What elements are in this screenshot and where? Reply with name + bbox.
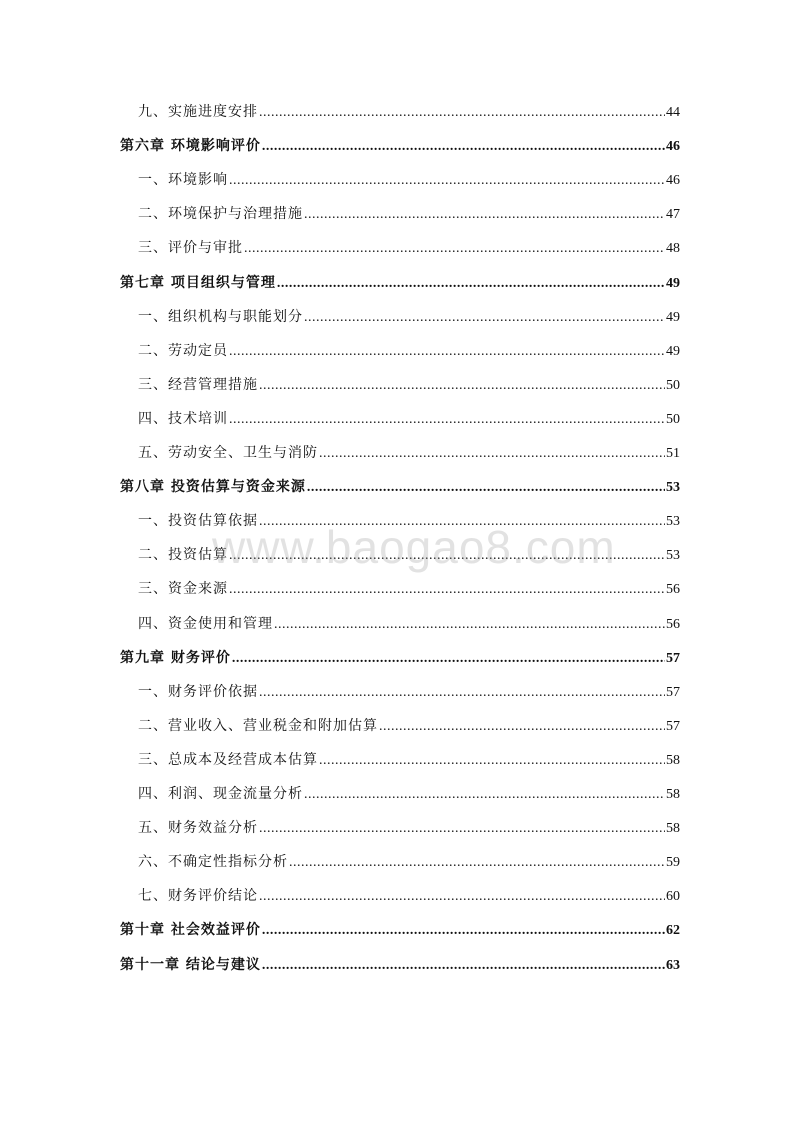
toc-dot-leader [232,648,665,670]
toc-entry-title: 第六章 环境影响评价 [120,138,261,155]
toc-entry-title: 三、资金来源 [138,581,228,598]
toc-page-number: 47 [666,207,680,223]
toc-entry-title: 三、总成本及经营成本估算 [138,751,318,768]
toc-entry-title: 二、投资估算 [138,547,228,564]
toc-entry-title: 一、环境影响 [138,172,228,189]
toc-section-entry[interactable] [138,749,680,771]
toc-page-number: 63 [666,957,680,973]
toc-entry-title: 三、评价与审批 [138,240,243,257]
toc-section-entry[interactable] [138,169,680,191]
toc-page-number: 50 [666,377,680,393]
toc-page-number: 56 [666,616,680,632]
toc-dot-leader [259,682,665,704]
toc-page-number: 58 [666,821,680,837]
toc-entry-title: 一、投资估算依据 [138,513,258,530]
toc-entry-title: 二、营业收入、营业税金和附加估算 [138,717,378,734]
toc-entry-title: 六、不确定性指标分析 [138,854,288,871]
toc-page-number: 57 [666,684,680,700]
toc-section-entry[interactable] [138,374,680,396]
toc-page-number: 48 [666,241,680,257]
toc-entry-title: 五、劳动安全、卫生与消防 [138,445,318,461]
toc-dot-leader [262,955,665,977]
toc-dot-leader [259,886,665,908]
toc-chapter-entry[interactable] [120,647,680,669]
toc-page-number: 44 [666,105,680,120]
toc-page-number: 53 [666,514,680,530]
toc-section-entry[interactable] [138,442,680,464]
toc-dot-leader [277,273,665,295]
toc-entry-title: 四、利润、现金流量分析 [138,786,303,802]
toc-section-entry[interactable] [138,544,680,566]
toc-entry-title: 第七章 项目组织与管理 [120,274,276,291]
toc-entry-title: 第九章 财务评价 [120,649,231,666]
toc-section-entry[interactable] [138,408,680,430]
toc-section-entry[interactable] [138,306,680,328]
toc-dot-leader [229,409,665,431]
toc-page-number: 58 [666,787,680,802]
toc-dot-leader [304,307,665,329]
toc-page-number: 50 [666,411,680,427]
toc-page-number: 57 [666,650,680,666]
toc-dot-leader [379,716,665,738]
toc-dot-leader [304,204,665,226]
toc-section-entry[interactable] [138,851,680,873]
toc-section-entry[interactable] [138,203,680,225]
toc-dot-leader [259,375,665,397]
toc-page-number: 62 [666,923,680,939]
toc-entry-title: 三、经营管理措施 [138,376,258,393]
toc-dot-leader [289,852,665,874]
toc-page-number: 49 [666,343,680,359]
toc-section-entry[interactable] [138,885,680,907]
toc-entry-title: 二、劳动定员 [138,342,228,359]
toc-dot-leader [304,784,665,806]
toc-page-number: 53 [666,548,680,564]
toc-section-entry[interactable] [138,783,680,805]
toc-dot-leader [319,443,665,465]
toc-page-number: 57 [666,718,680,734]
toc-page-number: 59 [666,855,680,871]
toc-chapter-entry[interactable] [120,954,680,976]
toc-section-entry[interactable] [138,715,680,737]
toc-dot-leader [259,511,665,533]
toc-dot-leader [262,920,665,942]
toc-page-number: 49 [666,275,680,291]
toc-page-number: 58 [666,752,680,768]
toc-entry-title: 四、资金使用和管理 [138,615,273,632]
toc-page-number: 51 [666,446,680,461]
toc-page-number: 60 [666,889,680,905]
toc-entry-title: 九、实施进度安排 [138,104,258,120]
toc-section-entry[interactable] [138,237,680,259]
toc-section-entry[interactable] [138,613,680,635]
toc-chapter-entry[interactable] [120,272,680,294]
toc-dot-leader [274,614,665,636]
toc-entry-title: 五、财务效益分析 [138,820,258,837]
toc-dot-leader [319,750,665,772]
toc-dot-leader [229,579,665,601]
toc-entry-title: 第八章 投资估算与资金来源 [120,479,306,496]
toc-page-number: 53 [666,480,680,496]
toc-dot-leader [229,170,665,192]
toc-entry-title: 四、技术培训 [138,410,228,427]
toc-page-number: 56 [666,582,680,598]
toc-dot-leader [244,238,665,260]
toc-entry-title: 第十一章 结论与建议 [120,956,261,973]
toc-page-number: 46 [666,139,680,155]
toc-section-entry[interactable] [138,578,680,600]
toc-dot-leader [259,818,665,840]
toc-chapter-entry[interactable] [120,919,680,941]
toc-entry-title: 一、财务评价依据 [138,683,258,700]
toc-entry-title: 第十章 社会效益评价 [120,922,261,939]
toc-page-number: 49 [666,309,680,325]
toc-dot-leader [307,477,665,499]
toc-page-number: 46 [666,173,680,189]
toc-dot-leader [229,545,665,567]
toc-section-entry[interactable] [138,101,680,123]
toc-entry-title: 二、环境保护与治理措施 [138,206,303,223]
toc-section-entry[interactable] [138,681,680,703]
toc-entry-title: 一、组织机构与职能划分 [138,308,303,325]
watermark: www.baogao8.com [212,521,616,573]
toc-dot-leader [259,102,665,124]
toc-dot-leader [262,136,665,158]
toc-section-entry[interactable] [138,510,680,532]
toc-chapter-entry[interactable] [120,476,680,498]
toc-section-entry[interactable] [138,340,680,362]
toc-section-entry[interactable] [138,817,680,839]
toc-entry-title: 七、财务评价结论 [138,888,258,905]
toc-chapter-entry[interactable] [120,135,680,157]
toc-dot-leader [229,341,665,363]
